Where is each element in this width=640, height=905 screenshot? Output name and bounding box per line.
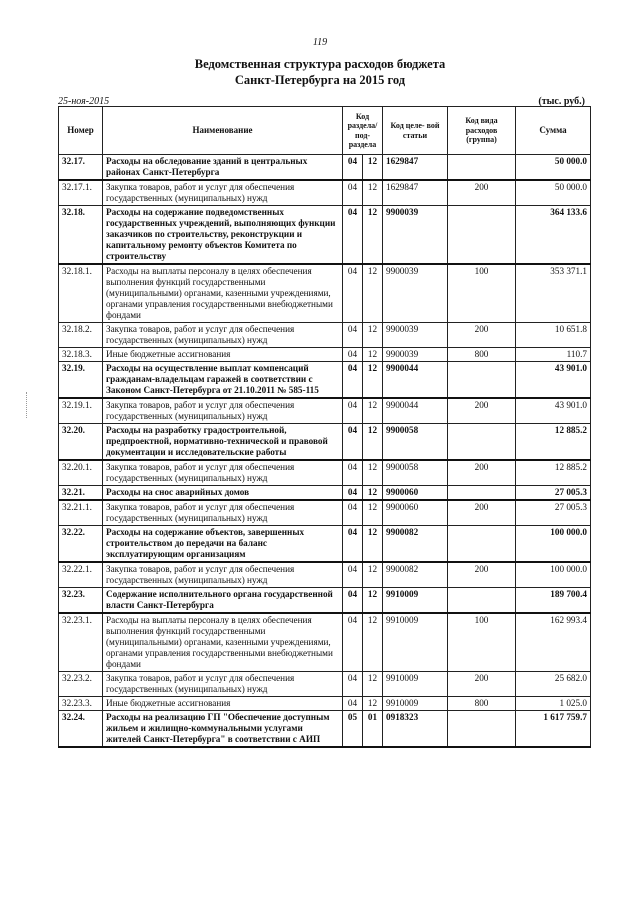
row-name: Закупка товаров, работ и услуг для обеспечения государственных (муниципальных) нужд [103,562,343,588]
row-amount: 50 000.0 [516,180,591,206]
header-section: Код раздела/ под- раздела [343,107,383,155]
table-row [59,362,591,399]
row-amount: 43 901.0 [516,362,591,399]
header-sum: Сумма [516,107,591,155]
row-number: 32.20.1. [59,460,103,486]
table-row [59,264,591,323]
row-expense-type: 800 [448,348,516,362]
header-target: Код целе- вой статьи [383,107,448,155]
table-row [59,424,591,461]
row-expense-type: 200 [448,562,516,588]
table-row [59,711,591,748]
table-row [59,613,591,672]
row-number: 32.21. [59,486,103,501]
row-section: 04 [343,155,363,181]
row-amount: 189 700.4 [516,588,591,614]
row-target-code: 9900082 [383,562,448,588]
row-number: 32.18.3. [59,348,103,362]
row-subsection: 12 [363,562,383,588]
row-number: 32.23.1. [59,613,103,672]
row-name: Расходы на осуществление выплат компенсаций гражданам-владельцам гаражей в соответствии с Законом Санкт-Петербурга от 21.10.2011 № 585-115 [103,362,343,399]
row-subsection: 12 [363,155,383,181]
row-amount: 100 000.0 [516,526,591,563]
row-name: Иные бюджетные ассигнования [103,348,343,362]
row-expense-type [448,155,516,181]
table-row [59,155,591,181]
row-number: 32.24. [59,711,103,748]
row-expense-type: 200 [448,460,516,486]
row-name: Закупка товаров, работ и услуг для обеспечения государственных (муниципальных) нужд [103,672,343,697]
row-subsection: 12 [363,362,383,399]
row-section: 04 [343,180,363,206]
row-subsection: 12 [363,613,383,672]
row-name: Расходы на снос аварийных домов [103,486,343,501]
row-amount: 43 901.0 [516,398,591,424]
row-amount: 353 371.1 [516,264,591,323]
row-target-code: 9900044 [383,362,448,399]
header-num: Номер [59,107,103,155]
row-subsection: 12 [363,672,383,697]
row-expense-type: 200 [448,672,516,697]
row-number: 32.21.1. [59,500,103,526]
row-amount: 364 133.6 [516,206,591,265]
table-row [59,206,591,265]
row-number: 32.23.2. [59,672,103,697]
row-expense-type [448,486,516,501]
row-expense-type [448,362,516,399]
row-name: Закупка товаров, работ и услуг для обеспечения государственных (муниципальных) нужд [103,460,343,486]
row-expense-type: 200 [448,323,516,348]
row-name: Расходы на содержание подведомственных государственных учреждений, выполняющих функции заказчиков по строительству, реконструкции и капитальному ремонту объектов Комитета по строительству [103,206,343,265]
row-target-code: 9900039 [383,264,448,323]
row-target-code: 9910009 [383,697,448,711]
table-row [59,486,591,501]
row-number: 32.19. [59,362,103,399]
row-subsection: 12 [363,500,383,526]
row-subsection: 12 [363,398,383,424]
row-number: 32.18.1. [59,264,103,323]
row-subsection: 12 [363,180,383,206]
title-line-2: Санкт-Петербурга на 2015 год [234,73,406,87]
row-subsection: 12 [363,526,383,563]
table-row [59,588,591,614]
row-target-code: 9910009 [383,613,448,672]
row-amount: 10 651.8 [516,323,591,348]
row-name: Расходы на выплаты персоналу в целях обеспечения выполнения функций государственными (муниципальными) органами, казенными учреждениями, органами управления государственными внебюджетными фондами [103,613,343,672]
table-row [59,460,591,486]
row-target-code: 9900058 [383,424,448,461]
row-section: 04 [343,460,363,486]
title-line-1: Ведомственная структура расходов бюджета [194,57,446,71]
row-subsection: 12 [363,348,383,362]
row-section: 04 [343,486,363,501]
row-name: Расходы на реализацию ГП "Обеспечение доступным жильем и жилищно-коммунальными услугами жителей Санкт-Петербурга" в соответствии с АИП [103,711,343,748]
row-name: Закупка товаров, работ и услуг для обеспечения государственных (муниципальных) нужд [103,180,343,206]
row-expense-type [448,206,516,265]
row-target-code: 1629847 [383,155,448,181]
row-subsection: 12 [363,697,383,711]
row-target-code: 9900039 [383,348,448,362]
row-number: 32.23.3. [59,697,103,711]
table-row [59,398,591,424]
table-row [59,672,591,697]
row-amount: 12 885.2 [516,460,591,486]
row-subsection: 12 [363,460,383,486]
row-expense-type: 800 [448,697,516,711]
row-number: 32.22. [59,526,103,563]
row-target-code: 1629847 [383,180,448,206]
row-number: 32.22.1. [59,562,103,588]
table-row [59,500,591,526]
row-amount: 12 885.2 [516,424,591,461]
row-section: 04 [343,588,363,614]
row-name: Расходы на содержание объектов, завершенных строительством до передачи на баланс эксплуатирующим организациям [103,526,343,563]
budget-table [58,106,591,748]
table-header-row [59,107,591,155]
table-row [59,526,591,563]
row-number: 32.20. [59,424,103,461]
row-subsection: 12 [363,486,383,501]
row-subsection: 12 [363,323,383,348]
row-subsection: 12 [363,588,383,614]
row-subsection: 12 [363,264,383,323]
table-row [59,348,591,362]
row-name: Закупка товаров, работ и услуг для обеспечения государственных (муниципальных) нужд [103,500,343,526]
row-target-code: 9900044 [383,398,448,424]
row-target-code: 9900039 [383,206,448,265]
row-target-code: 9910009 [383,588,448,614]
row-amount: 1 617 759.7 [516,711,591,748]
row-section: 05 [343,711,363,748]
row-name: Иные бюджетные ассигнования [103,697,343,711]
row-name: Закупка товаров, работ и услуг для обеспечения государственных (муниципальных) нужд [103,323,343,348]
row-amount: 100 000.0 [516,562,591,588]
row-amount: 110.7 [516,348,591,362]
row-name: Содержание исполнительного органа государственной власти Санкт-Петербурга [103,588,343,614]
row-section: 04 [343,348,363,362]
row-section: 04 [343,500,363,526]
row-amount: 1 025.0 [516,697,591,711]
row-expense-type [448,711,516,748]
row-expense-type [448,588,516,614]
document-title [0,56,640,88]
units-label: (тыс. руб.) [538,96,585,107]
row-amount: 25 682.0 [516,672,591,697]
header-name: Наименование [103,107,343,155]
row-section: 04 [343,672,363,697]
row-target-code: 9900082 [383,526,448,563]
row-number: 32.18.2. [59,323,103,348]
row-section: 04 [343,264,363,323]
row-expense-type: 100 [448,613,516,672]
row-name: Расходы на обследование зданий в центральных районах Санкт-Петербурга [103,155,343,181]
row-number: 32.23. [59,588,103,614]
row-subsection: 01 [363,711,383,748]
table-row [59,323,591,348]
page-number: 119 [312,37,328,48]
row-amount: 50 000.0 [516,155,591,181]
row-section: 04 [343,398,363,424]
row-target-code: 9900060 [383,500,448,526]
row-number: 32.18. [59,206,103,265]
row-subsection: 12 [363,206,383,265]
row-target-code: 9910009 [383,672,448,697]
row-target-code: 9900060 [383,486,448,501]
row-amount: 27 005.3 [516,486,591,501]
row-number: 32.19.1. [59,398,103,424]
row-subsection: 12 [363,424,383,461]
margin-mark [26,392,33,418]
row-amount: 162 993.4 [516,613,591,672]
row-section: 04 [343,697,363,711]
row-target-code: 9900039 [383,323,448,348]
row-name: Расходы на разработку градостроительной, предпроектной, нормативно-технической и правовой документации и исследовательские работы [103,424,343,461]
row-number: 32.17.1. [59,180,103,206]
row-name: Расходы на выплаты персоналу в целях обеспечения выполнения функций государственными (муниципальными) органами, казенными учреждениями, органами управления государственными внебюджетными фондами [103,264,343,323]
row-section: 04 [343,562,363,588]
header-expense: Код вида расходов (группа) [448,107,516,155]
row-section: 04 [343,424,363,461]
row-target-code: 0918323 [383,711,448,748]
table-row [59,562,591,588]
row-section: 04 [343,206,363,265]
row-expense-type [448,526,516,563]
row-expense-type: 200 [448,500,516,526]
row-expense-type: 100 [448,264,516,323]
row-number: 32.17. [59,155,103,181]
table-row [59,180,591,206]
row-amount: 27 005.3 [516,500,591,526]
row-expense-type: 200 [448,398,516,424]
row-section: 04 [343,613,363,672]
row-target-code: 9900058 [383,460,448,486]
row-section: 04 [343,323,363,348]
row-expense-type [448,424,516,461]
row-section: 04 [343,526,363,563]
row-expense-type: 200 [448,180,516,206]
row-section: 04 [343,362,363,399]
row-name: Закупка товаров, работ и услуг для обеспечения государственных (муниципальных) нужд [103,398,343,424]
report-date: 25-ноя-2015 [58,96,110,107]
table-row [59,697,591,711]
